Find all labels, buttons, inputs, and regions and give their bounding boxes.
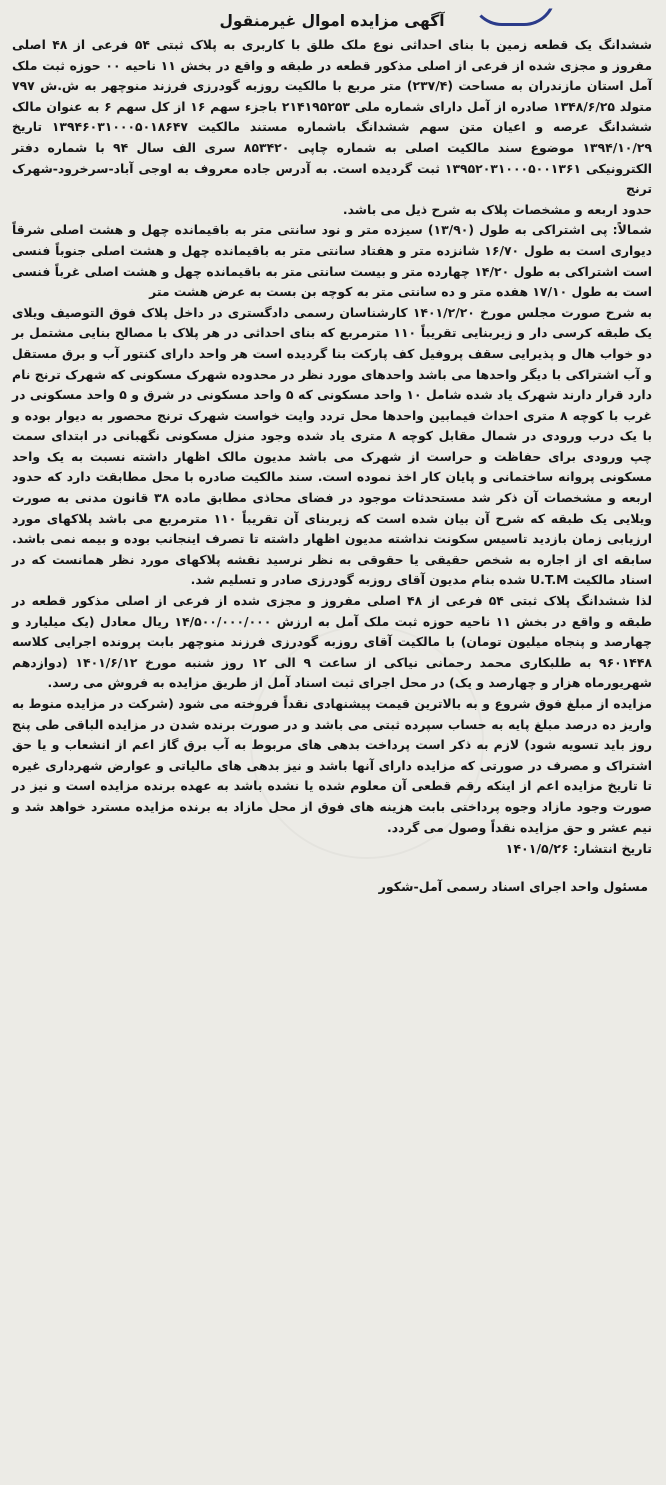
notice-paragraph-expert-report: به شرح صورت مجلس مورخ ۱۴۰۱/۲/۲۰ کارشناسان رسمی دادگستری در داخل پلاک فوق التوصیف ویلای یک طبقه کرسی دار و زیربنایی تقریباً ۱۱۰ مترمربع که بنای احداثی در هر پلاک با مصالح بنایی مشتمل بر دو خواب هال و پذیرایی سقف پروفیل کف پارکت بنا گردیده است هر واحد دارای کنتور آب و برق مستقل و آب اشتراکی با دیگر واحدها می باشد واحدهای مورد نظر در محدوده شهرک مسکونی که شهرک ترنج نام دارد قرار دارند شهرک یاد شده شامل ۱۰ واحد مسکونی که ۵ واحد مسکونی در شرق و ۵ واحد مسکونی در غرب با کوچه ۸ متری احداث فیمابین واحدها محل تردد وایت خواست شهرک ترنج محصور به دیوار بوده و با یک درب ورودی در شمال مقابل کوچه ۸ متری یاد شده وجود منزل مسکونی نگهبانی در ابتدای سمت چپ ورودی برای حفاظت و حراست از شهرک می باشد مدیون مالک اظهار داشته نسبت به یک واحد مسکونی پروانه ساختمانی و پایان کار اخذ نموده است. سند مالکیت صادره با محل مطابقت دارد که حدود اربعه و مشخصات آن ذکر شد مستحدثات موجود در فضای محاذی مطابق ماده ۳۸ قانون مدنی به صورت ویلایی یک طبقه که شرح آن بیان شده است که زیربنای آن تقریباً ۱۱۰ مترمربع می باشد پلاکهای مورد ارزیابی زمان بازدید تاسیس سکونت نداشته مدیون اظهار داشته تا تصرف اینجانب بوده و بیمه نمی باشد. سابقه ای از اجاره به شخص حقیقی یا حقوقی به نظر نرسید نقشه پلاکهای مورد نظر همانست که در اسناد مالکیت U.T.M شده بنام مدیون آقای روزبه گودرزی صادر و تسلیم شد.: [12, 304, 653, 588]
notice-paragraph-auction-value: لذا ششدانگ پلاک ثبتی ۵۴ فرعی از ۴۸ اصلی مفروز و مجزی شده از فرعی از اصلی مذکور قطعه در طبقه و واقع در بخش ۱۱ ناحیه حوزه ثبت ملک آمل به ارزش ۱۴/۵۰۰/۰۰۰/۰۰۰ ریال معادل (یک میلیارد و چهارصد و پنجاه میلیون تومان) با مالکیت آقای روزبه گودرزی فرزند منوچهر بابت پرونده اجرایی کلاسه ۹۶۰۱۴۴۸ به طلبکاری محمد رحمانی نیاکی از ساعت ۹ الی ۱۲ روز شنبه مورخ ۱۴۰۱/۶/۱۲ (دوازدهم شهریورماه هزار و چهارصد و یک) در محل اجرای ثبت اسناد آمل از طریق مزایده به فروش می رسد.: [12, 593, 652, 691]
signature-line: مسئول واحد اجرای اسناد رسمی آمل-شکور: [378, 879, 648, 895]
notice-paragraph-boundaries-intro: حدود اربعه و مشخصات پلاک به شرح ذیل می باشد.: [342, 201, 652, 217]
notice-paragraph-auction-terms: مزایده از مبلغ فوق شروع و به بالاترین قیمت پیشنهادی نقداً فروخته می شود (شرکت در مزایده منوط به واریز ده درصد مبلغ پایه به حساب سپرده ثبتی می باشد و در صورت برنده شدن در مزایده الباقی طی پنج روز باید تسویه شود) لازم به ذکر است پرداخت بدهی های مربوط به آب برق گاز اعم از انشعاب و یا حق اشتراک و مصرف در صورتی که مزایده دارای آنها باشد و نیز بدهی های مالیاتی و عوارض شهرداری غیره تا تاریخ مزایده اعم از اینکه رقم قطعی آن معلوم شده یا نشده باشد به عهده برنده مزایده است و نیز در صورت وجود مازاد وجوه پرداختی بابت هزینه های فوق از محل مازاد به برنده مزایده مسترد خواهد شد و نیم عشر و حق مزایده نقداً وصول می گردد.: [12, 696, 652, 835]
watermark-seal: [250, 625, 484, 859]
notice-paragraph-property: ششدانگ یک قطعه زمین با بنای احداثی نوع ملک طلق با کاربری به پلاک ثبتی ۵۴ فرعی از ۴۸ اصلی مفروز و مجزی شده از فرعی از اصلی مذکور قطعه در طبقه و واقع در بخش ۱۱ ناحیه ۰۰ حوزه ثبت ملک آمل استان مازندران به مساحت (۲۳۷/۴) متر مربع با مالکیت روزبه گودرزی فرزند منوچهر به ش.ش ۷۹۷ متولد ۱۳۴۸/۶/۲۵ صادره از آمل دارای شماره ملی ۲۱۴۱۹۵۲۵۳ باجزء سهم ۱۶ از کل سهم ۶ به عنوان مالک ششدانگ عرصه و اعیان متن سهم ششدانگ باشماره مستند مالکیت ۱۳۹۴۶۰۳۱۰۰۰۵۰۱۸۶۴۷ تاریخ ۱۳۹۴/۱۰/۲۹ موضوع سند مالکیت اصلی به شماره چاپی ۸۵۳۴۲۰ سری الف سال ۹۴ با شماره دفتر الکترونیکی ۱۳۹۵۲۰۳۱۰۰۰۵۰۰۱۳۶۱ ثبت گردیده است. به آدرس جاده معروف به اوجی آباد-سرخرود-شهرک ترنج: [12, 37, 653, 197]
notice-paragraph-boundaries: شمالاً: پی اشتراکی به طول (۱۳/۹۰) سیزده متر و نود سانتی متر به باقیمانده چهل و هشت اصلی شرقاً دیواری است به طول ۱۶/۷۰ شانزده متر و هفتاد سانتی متر به باقیمانده چهل و هشت اصلی جنوباً فنسی است اشتراکی به طول ۱۴/۲۰ چهارده متر و بیست سانتی متر به باقیمانده چهل و هشت اصلی غرباً فنسی است به طول ۱۷/۱۰ هفده متر و ده سانتی متر به کوچه بن بست به عرض هشت متر: [12, 222, 652, 300]
notice-title: آگهی مزایده اموال غیرمنقول: [219, 12, 445, 30]
publish-date: تاریخ انتشار: ۱۴۰۱/۵/۲۶: [505, 841, 652, 857]
